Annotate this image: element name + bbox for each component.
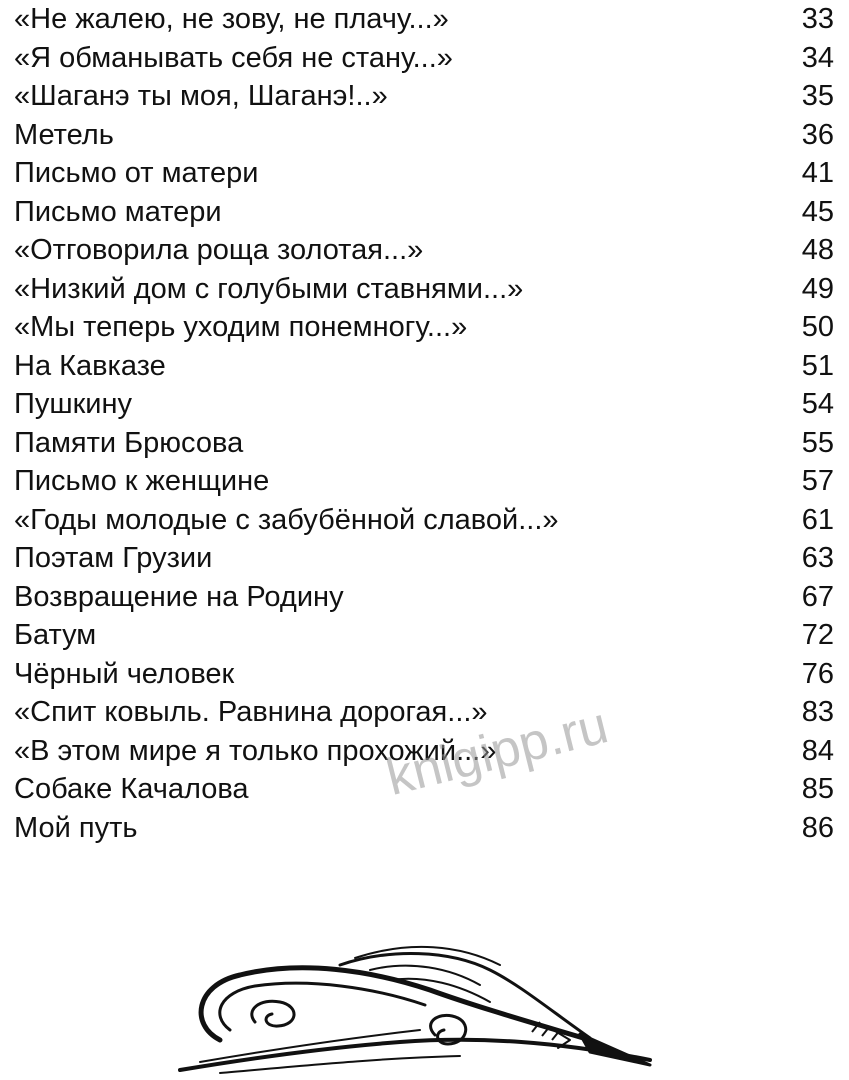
toc-entry-page: 49 [801,272,834,305]
toc-entry[interactable] [14,616,834,655]
toc-entry-page: 86 [801,811,834,844]
toc-entry-title: На Кавказе [14,349,166,382]
toc-entry[interactable] [14,308,834,347]
toc-entry-page: 45 [801,195,834,228]
toc-entry-page: 57 [801,465,834,497]
toc-entry-title: Возвращение на Родину [14,580,344,613]
quill-feather-icon [160,930,660,1080]
toc-entry-title: «В этом мире я только прохожий...» [14,734,497,767]
toc-entry[interactable] [14,809,834,848]
toc-entry[interactable] [14,0,834,39]
toc-entry-page: 85 [801,773,834,805]
toc-entry-page: 63 [801,542,834,574]
toc-entry-title: «Шаганэ ты моя, Шаганэ!..» [14,80,388,112]
toc-entry-page: 41 [801,157,834,189]
table-of-contents [14,0,834,847]
toc-entry-page: 34 [801,41,834,74]
toc-entry[interactable] [14,770,834,809]
toc-entry-title: «Низкий дом с голубыми ставнями...» [14,272,524,305]
toc-entry-page: 35 [801,80,834,112]
toc-entry-title: Памяти Брюсова [14,426,244,459]
toc-entry[interactable] [14,154,834,193]
toc-entry-title: Мой путь [14,811,138,844]
toc-entry[interactable] [14,39,834,78]
toc-entry-title: Батум [14,619,97,651]
toc-entry-title: «Мы теперь уходим понемногу...» [14,311,468,343]
toc-entry[interactable] [14,385,834,424]
toc-entry-title: «Годы молодые с забубённой славой...» [14,503,559,536]
toc-entry-page: 55 [801,426,834,459]
toc-entry[interactable] [14,578,834,617]
toc-entry-title: Собаке Качалова [14,773,249,805]
toc-entry[interactable] [14,462,834,501]
toc-entry-title: Письмо матери [14,195,222,228]
toc-entry-title: Метель [14,118,114,151]
toc-entry-page: 36 [801,118,834,151]
toc-entry[interactable] [14,539,834,578]
toc-entry[interactable] [14,193,834,232]
toc-entry[interactable] [14,424,834,463]
toc-entry[interactable] [14,231,834,270]
toc-entry-page: 72 [801,619,834,651]
toc-entry-page: 83 [801,696,834,728]
toc-entry-title: Письмо к женщине [14,465,270,497]
toc-entry-page: 48 [801,234,834,266]
toc-entry[interactable] [14,77,834,116]
toc-entry-title: «Не жалею, не зову, не плачу...» [14,3,449,35]
toc-entry-page: 61 [801,503,834,536]
toc-entry-page: 50 [801,311,834,343]
toc-entry[interactable] [14,347,834,386]
toc-entry-title: «Спит ковыль. Равнина дорогая...» [14,696,488,728]
toc-entry-title: Поэтам Грузии [14,542,213,574]
toc-entry[interactable] [14,501,834,540]
toc-entry[interactable] [14,732,834,771]
toc-entry[interactable] [14,270,834,309]
toc-entry-page: 76 [801,657,834,690]
toc-entry[interactable] [14,116,834,155]
toc-entry-title: «Отговорила роща золотая...» [14,234,424,266]
toc-entry-page: 67 [801,580,834,613]
toc-entry-page: 84 [801,734,834,767]
toc-entry-title: «Я обманывать себя не стану...» [14,41,453,74]
toc-entry[interactable] [14,655,834,694]
toc-entry[interactable] [14,693,834,732]
toc-entry-page: 33 [801,3,834,35]
toc-entry-title: Чёрный человек [14,657,235,690]
toc-entry-title: Пушкину [14,388,133,420]
watermark-text: knigipp.ru [380,696,614,808]
toc-entry-page: 51 [801,349,834,382]
toc-entry-title: Письмо от матери [14,157,259,189]
toc-entry-page: 54 [801,388,834,420]
